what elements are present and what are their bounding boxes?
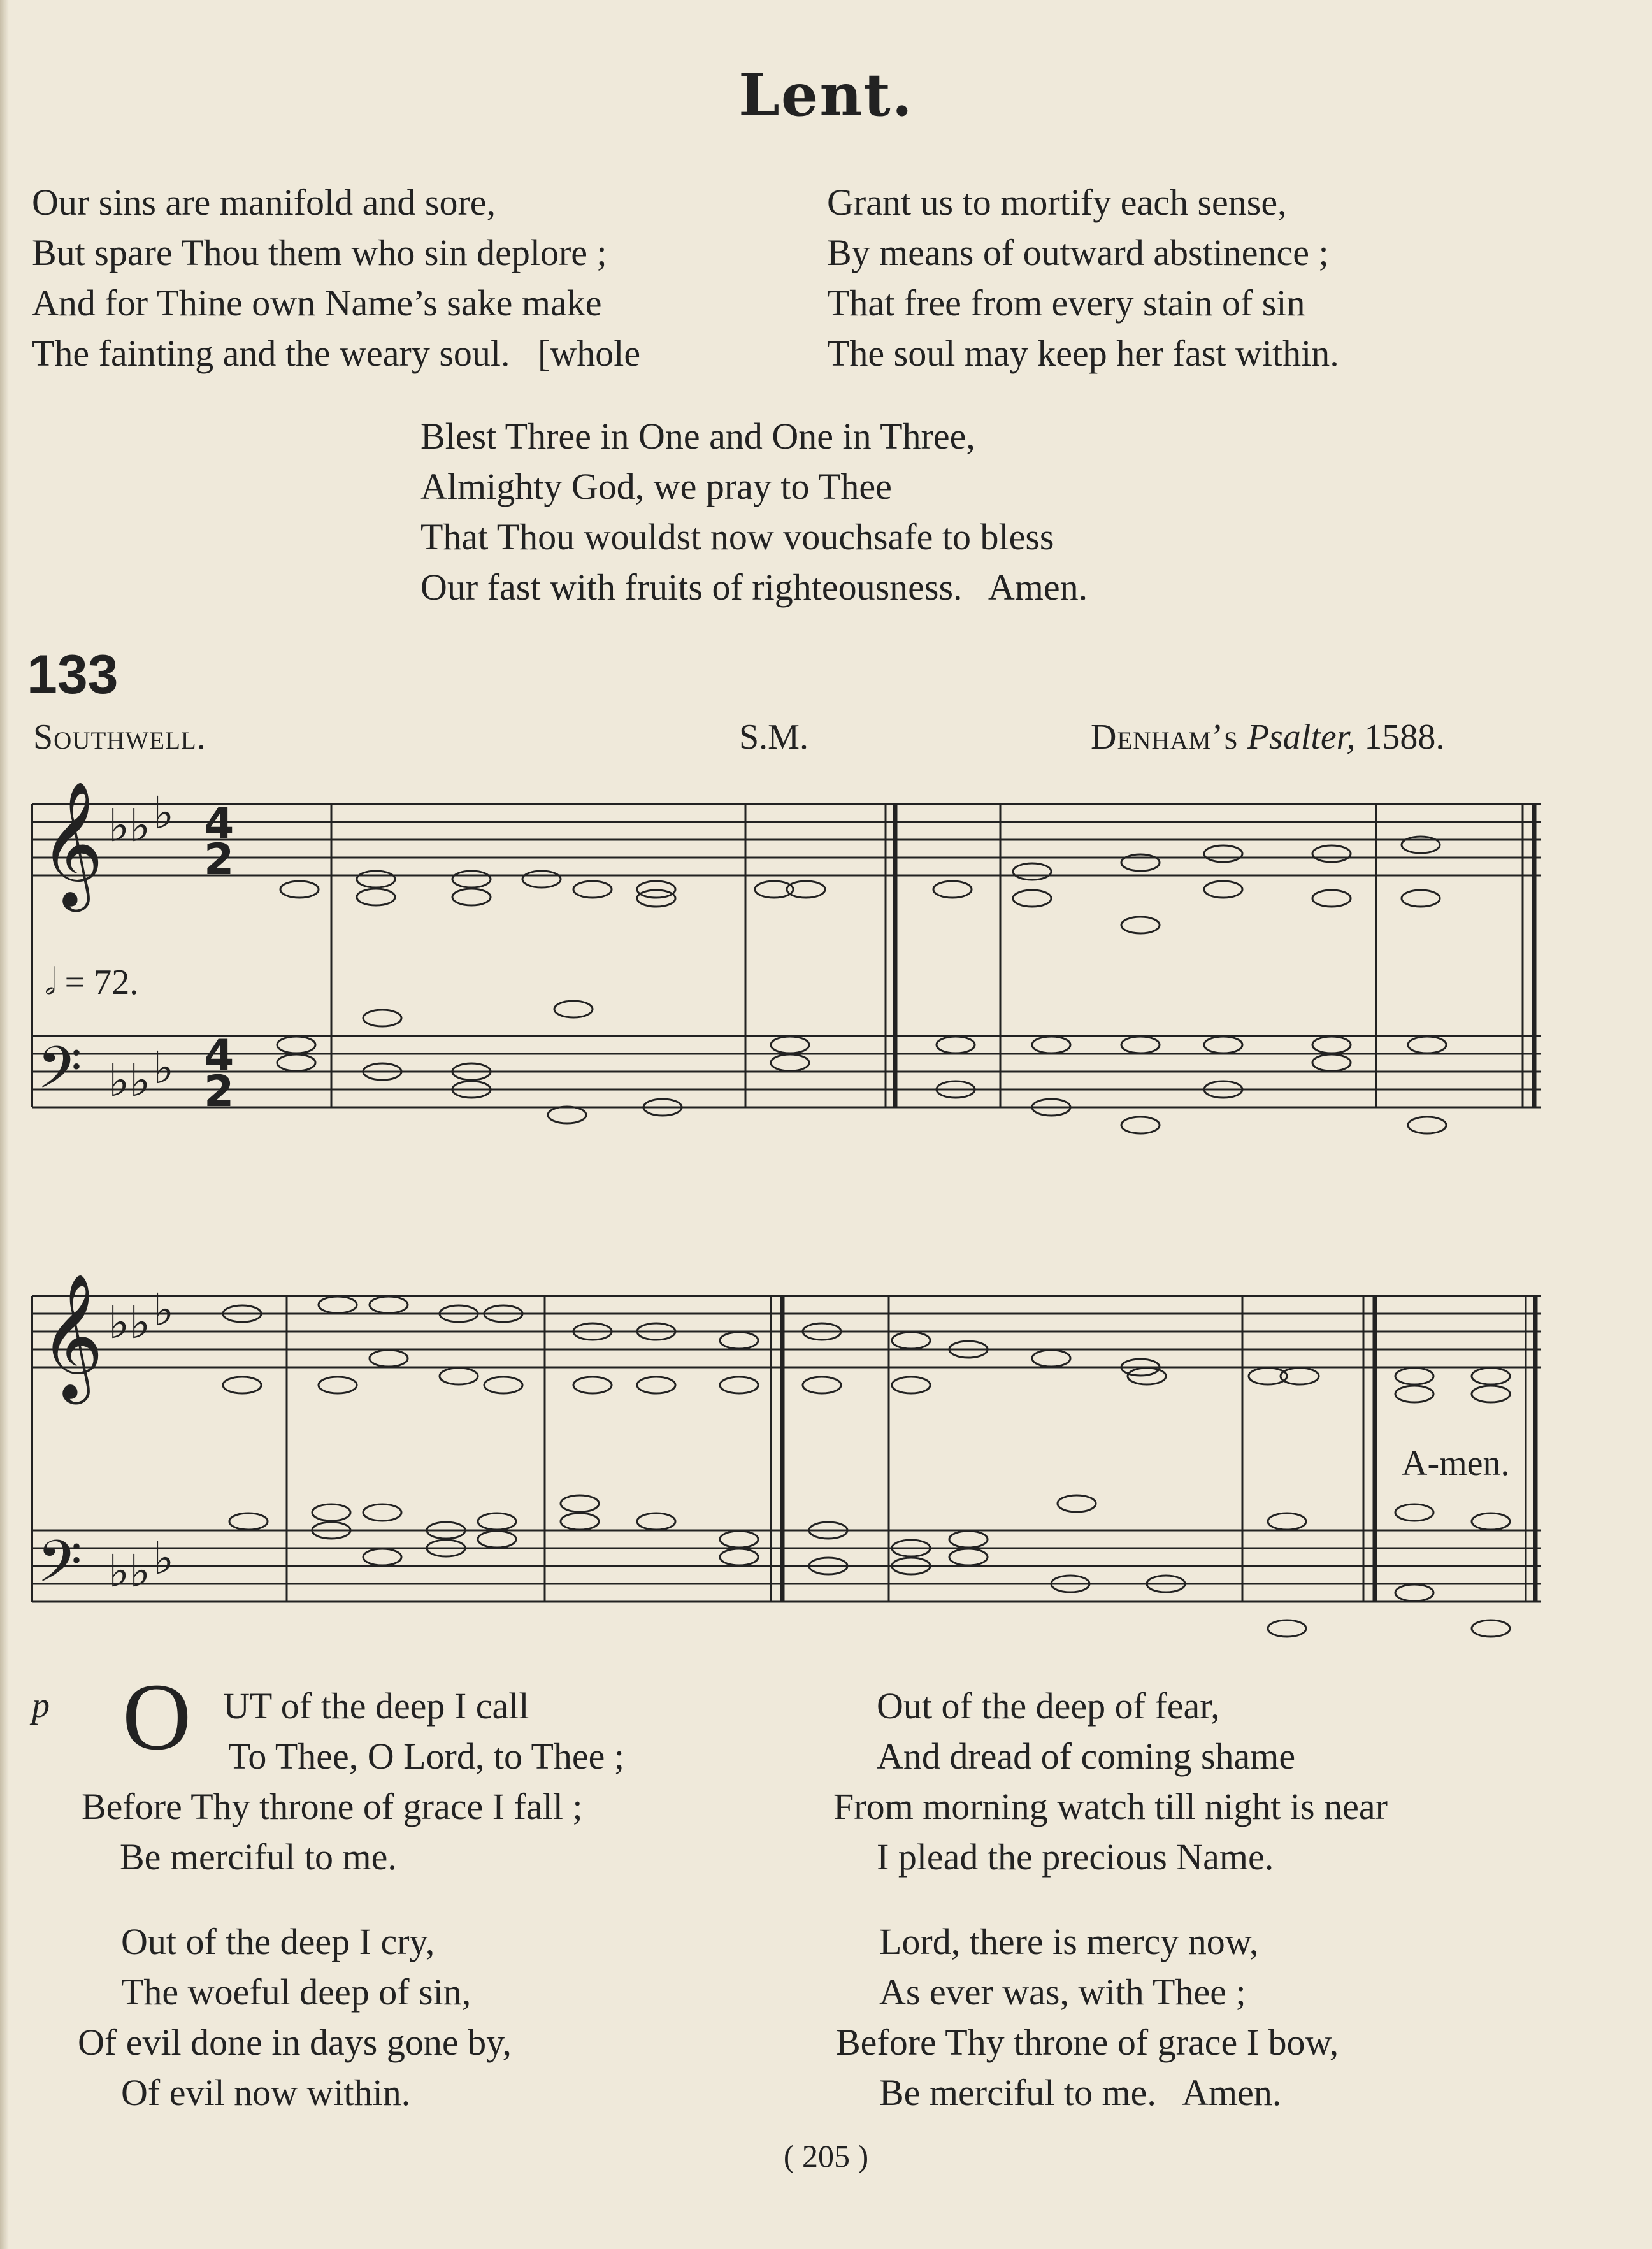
- verse-line: Our sins are manifold and sore,: [32, 182, 496, 223]
- verse-line: From morning watch till night is near: [833, 1786, 1388, 1827]
- notes-bass-1: [277, 1001, 1446, 1133]
- bass-clef-icon: 𝄢: [37, 1034, 82, 1116]
- verse-line: The fainting and the weary soul. [whole: [32, 333, 641, 374]
- verse-line: That free from every stain of sin: [827, 282, 1305, 324]
- verse-left-1: [82, 1681, 624, 1882]
- treble-clef-icon: 𝄞: [40, 1273, 104, 1399]
- svg-text:♭: ♭: [153, 1284, 175, 1336]
- verse-line: Out of the deep I cry,: [121, 1921, 435, 1962]
- verse-line: Grant us to mortify each sense,: [827, 182, 1287, 223]
- verse-line: Blest Three in One and One in Three,: [420, 415, 975, 457]
- svg-text:♭: ♭: [153, 1532, 175, 1584]
- time-signature: [204, 799, 234, 1117]
- verse-right-1: [833, 1681, 1388, 1882]
- verse-line: UT of the deep I call: [223, 1685, 529, 1727]
- verse-left-2: [78, 1916, 512, 2118]
- drop-cap: O: [122, 1664, 192, 1770]
- hymn-number: 133: [27, 644, 119, 705]
- bass-clef-icon: 𝄢: [37, 1528, 82, 1609]
- time-sig-bottom: 2: [204, 835, 234, 885]
- bar-lines: [287, 804, 1535, 1602]
- time-sig-top: 4: [204, 799, 234, 849]
- notes-treble-1: [280, 837, 1440, 933]
- verse-line: Out of the deep of fear,: [877, 1685, 1220, 1727]
- svg-text:♭♭: ♭♭: [108, 1545, 151, 1597]
- verse-line: That Thou wouldst now vouchsafe to bless: [420, 516, 1054, 557]
- page-number: ( 205 ): [783, 2138, 869, 2174]
- source-year: 1588.: [1364, 717, 1445, 757]
- verse-line: Before Thy throne of grace I bow,: [836, 2022, 1339, 2063]
- clefs: [37, 780, 174, 1609]
- time-sig-top: 4: [204, 1031, 234, 1081]
- verse-line: Before Thy throne of grace I fall ;: [82, 1786, 583, 1827]
- svg-text:♭♭: ♭♭: [108, 800, 151, 852]
- verse-line: And for Thine own Name’s sake make: [32, 282, 602, 324]
- dynamic-mark: p: [32, 1686, 50, 1725]
- verse-line: To Thee, O Lord, to Thee ;: [228, 1735, 624, 1777]
- source-name: Denham’s: [1091, 717, 1239, 757]
- page-title: Lent.: [738, 61, 914, 129]
- tune-name: Southwell.: [33, 717, 206, 757]
- tempo-marking: 𝅗𝅥 = 72.: [45, 963, 139, 1002]
- svg-text:♭♭: ♭♭: [108, 1054, 151, 1107]
- svg-text:♭: ♭: [153, 787, 175, 839]
- staff-lines: [32, 804, 1541, 1602]
- tempo-value: = 72.: [64, 963, 139, 1002]
- verse-line: By means of outward abstinence ;: [827, 232, 1329, 273]
- verse-line: Of evil now within.: [121, 2072, 411, 2113]
- source-book: Psalter,: [1247, 717, 1356, 757]
- verse-line: As ever was, with Thee ;: [879, 1971, 1246, 2013]
- verse-line: I plead the precious Name.: [877, 1836, 1274, 1878]
- verse-line: Be merciful to me.: [120, 1836, 397, 1878]
- verse-line: But spare Thou them who sin deplore ;: [32, 232, 607, 273]
- verse-right-2: [836, 1916, 1339, 2118]
- verse-line: Lord, there is mercy now,: [879, 1921, 1259, 1962]
- verse-line: Our fast with fruits of righteousness. Amen.: [420, 566, 1088, 608]
- verse-line: Be merciful to me. Amen.: [879, 2072, 1282, 2113]
- time-sig-bottom: 2: [204, 1067, 234, 1117]
- treble-clef-icon: 𝄞: [40, 780, 104, 907]
- svg-text:♭♭: ♭♭: [108, 1297, 151, 1349]
- verse-line: The woeful deep of sin,: [121, 1971, 471, 2013]
- verse-line: And dread of coming shame: [877, 1735, 1296, 1777]
- verse-line: Almighty God, we pray to Thee: [420, 466, 892, 507]
- amen-label: A-men.: [1402, 1444, 1510, 1483]
- verse-line: Of evil done in days gone by,: [78, 2022, 512, 2063]
- meter: S.M.: [739, 717, 808, 757]
- svg-text:♭: ♭: [153, 1042, 175, 1094]
- verse-line: The soul may keep her fast within.: [827, 333, 1339, 374]
